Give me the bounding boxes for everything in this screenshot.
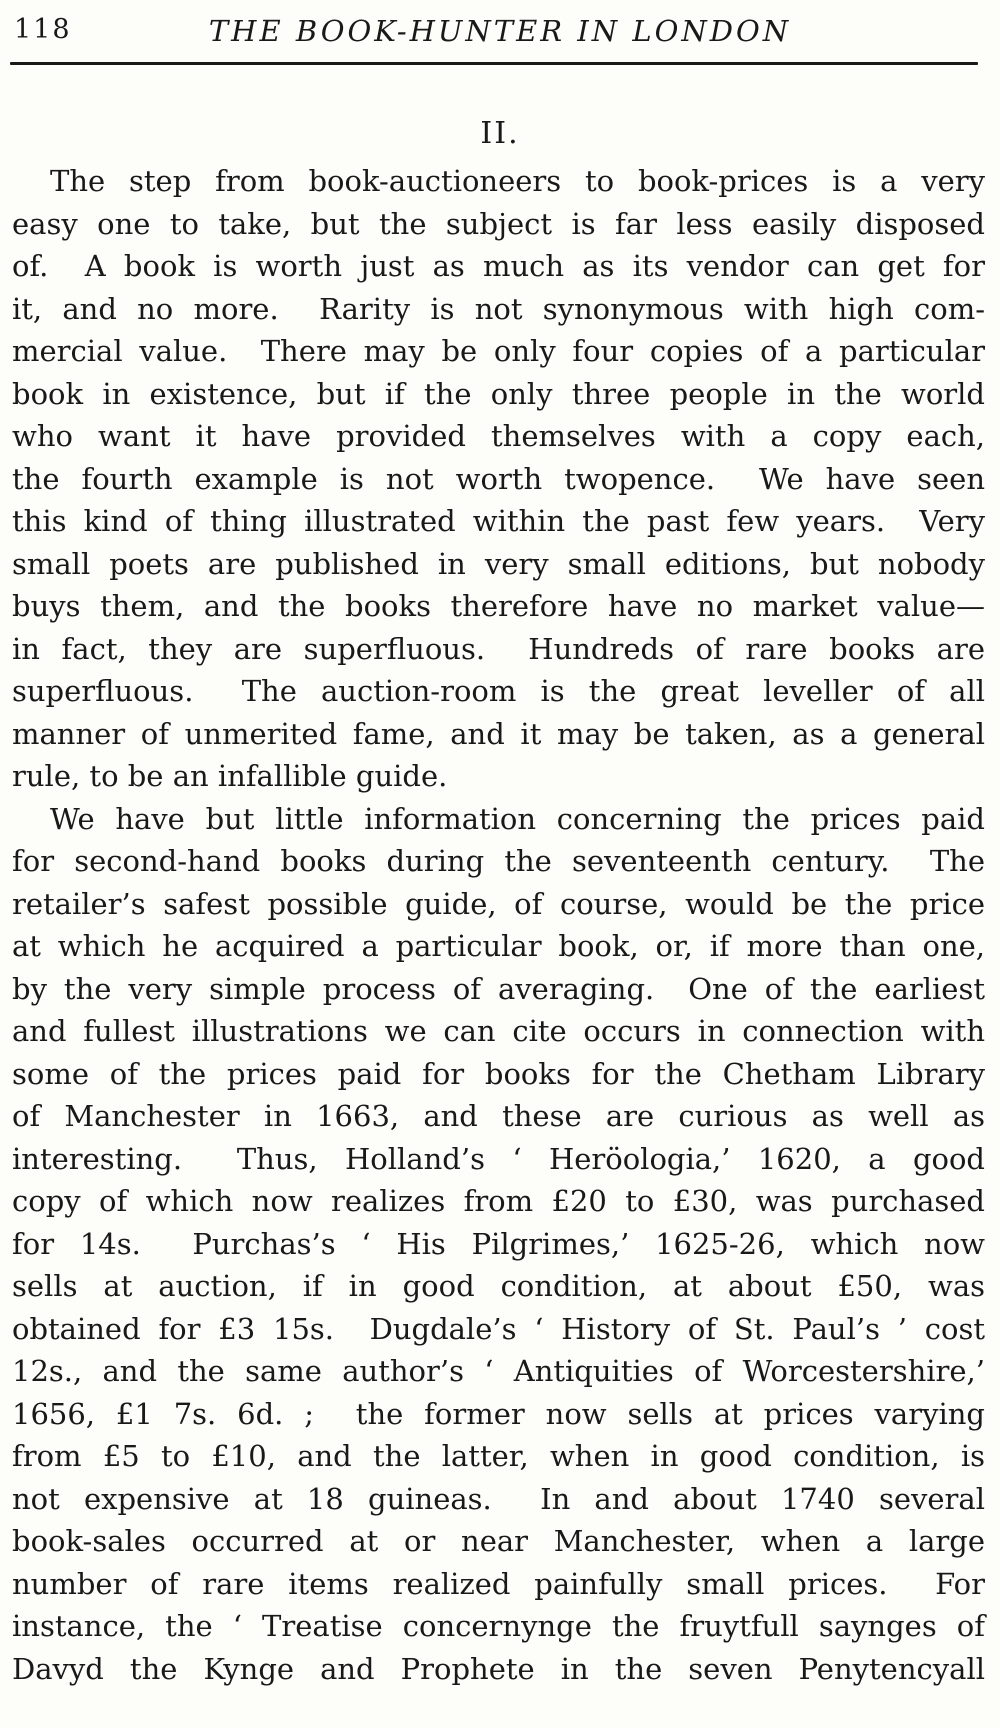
text-line: the fourth example is not worth twopence. We have seen xyxy=(12,461,985,496)
paragraph-seventeenth-century-prices xyxy=(12,798,985,1691)
text-line: by the very simple process of averaging. One of the earliest xyxy=(12,971,985,1006)
text-line: this kind of thing illustrated within the past few years. Very xyxy=(12,504,985,538)
text-line: superfluous. The auction-room is the great leveller of all xyxy=(12,674,985,708)
text-line: book-sales occurred at or near Manchester, when a large xyxy=(12,1524,985,1558)
text-line: for second-hand books during the seventeenth century. The xyxy=(12,844,985,878)
page-body xyxy=(12,160,985,1690)
text-line: it, and no more. Rarity is not synonymous with high com- xyxy=(12,291,985,326)
text-line: of Manchester in 1663, and these are curious as well as xyxy=(12,1099,985,1133)
page-header xyxy=(0,0,1000,52)
text-line: of. A book is worth just as much as its vendor can get for xyxy=(12,249,985,283)
text-line: 12s., and the same author’s ‘ Antiquities of Worcestershire,’ xyxy=(12,1354,985,1388)
text-line: easy one to take, but the subject is far less easily disposed xyxy=(12,206,985,241)
text-line: obtained for £3 15s. Dugdale’s ‘ History of St. Paul’s ’ cost xyxy=(12,1311,985,1346)
text-line: at which he acquired a particular book, or, if more than one, xyxy=(12,929,985,963)
text-line: small poets are published in very small editions, but nobody xyxy=(12,546,985,581)
text-line: buys them, and the books therefore have no market value— xyxy=(12,589,985,623)
text-line: book in existence, but if the only three people in the world xyxy=(12,376,985,411)
page-number: 118 xyxy=(14,14,72,45)
text-line: retailer’s safest possible guide, of course, would be the price xyxy=(12,886,985,921)
text-line: The step from book-auctioneers to book-prices is a very xyxy=(50,164,985,198)
text-line: in fact, they are superfluous. Hundreds of rare books are xyxy=(12,631,985,666)
text-line: interesting. Thus, Holland’s ‘ Heröologia,’ 1620, a good xyxy=(12,1141,985,1176)
text-line: for 14s. Purchas’s ‘ His Pilgrimes,’ 1625-26, which now xyxy=(12,1226,985,1261)
running-title: THE BOOK-HUNTER IN LONDON xyxy=(208,14,792,48)
text-line: who want it have provided themselves with a copy each, xyxy=(12,419,985,453)
text-line: mercial value. There may be only four copies of a particular xyxy=(12,334,985,368)
header-rule xyxy=(10,62,978,65)
text-line: sells at auction, if in good condition, at about £50, was xyxy=(12,1269,985,1303)
text-line: Davyd the Kynge and Prophete in the seven Penytencyall xyxy=(12,1651,985,1686)
text-line: and fullest illustrations we can cite occurs in connection with xyxy=(12,1014,985,1048)
text-line: number of rare items realized painfully small prices. For xyxy=(12,1566,985,1601)
text-line: copy of which now realizes from £20 to £30, was purchased xyxy=(12,1184,985,1218)
text-line: manner of unmerited fame, and it may be taken, as a general xyxy=(12,716,985,751)
paragraph-book-prices xyxy=(12,160,985,798)
text-line: rule, to be an infallible guide. xyxy=(12,759,448,793)
text-line: We have but little information concerning the prices paid xyxy=(50,801,985,836)
section-heading: II. xyxy=(480,116,520,151)
text-line: some of the prices paid for books for the Chetham Library xyxy=(12,1056,985,1091)
text-line: from £5 to £10, and the latter, when in good condition, is xyxy=(12,1439,985,1473)
text-line: not expensive at 18 guineas. In and about 1740 several xyxy=(12,1481,985,1516)
text-line: instance, the ‘ Treatise concernynge the fruytfull saynges of xyxy=(12,1609,985,1643)
text-line: 1656, £1 7s. 6d. ; the former now sells at prices varying xyxy=(12,1396,985,1431)
